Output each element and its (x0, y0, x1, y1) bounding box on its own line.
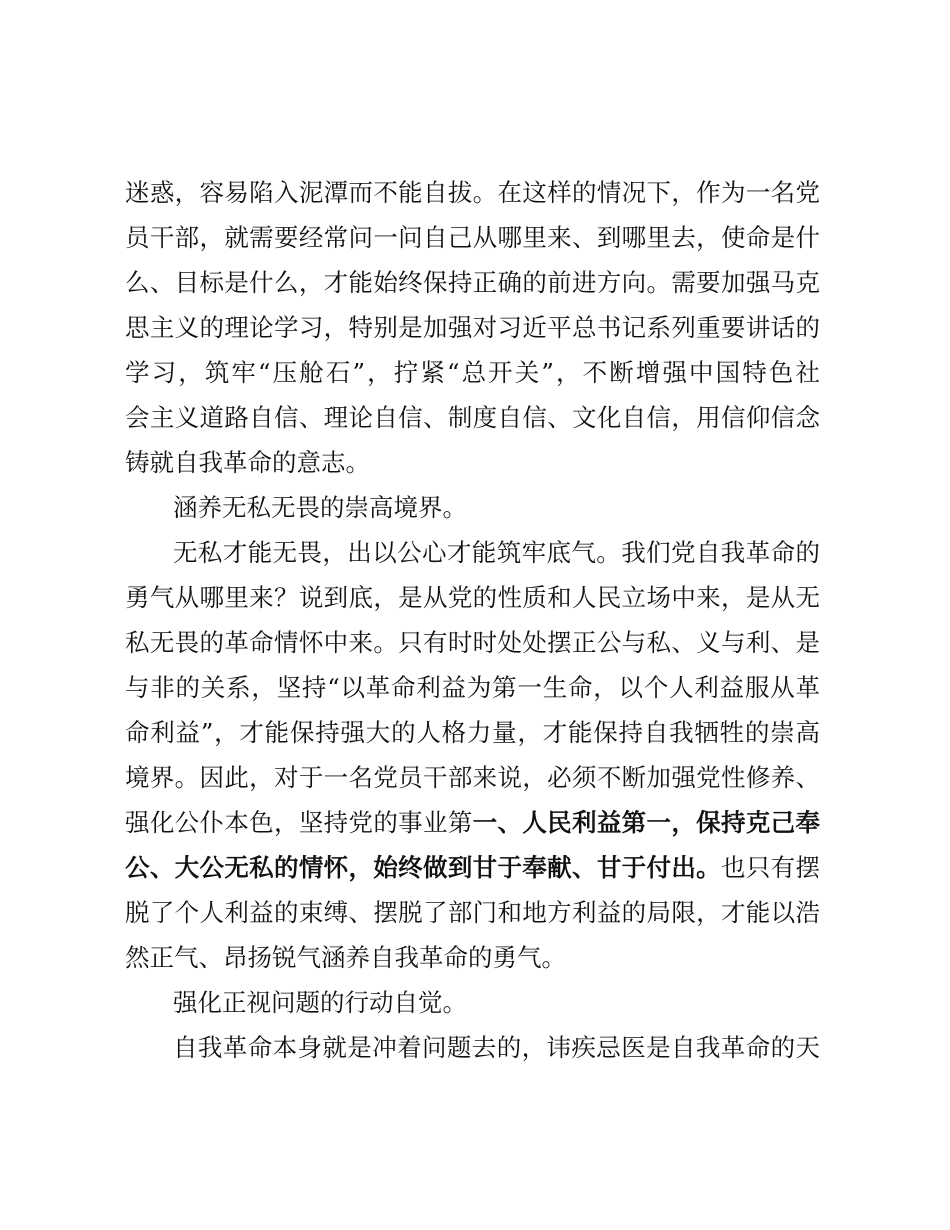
text-line: 员干部，就需要经常问一问自己从哪里来、到哪里去，使命是什 (125, 223, 820, 252)
text-line: 私无畏的革命情怀中来。只有时时处处摆正公与私、义与利、是 (125, 628, 820, 657)
paragraph-1 (125, 170, 820, 485)
section-heading: 强化正视问题的行动自觉。 (173, 988, 467, 1017)
text-line-mixed (125, 845, 820, 890)
bold-text-run: 一、人民利益第一，保持克己奉 (472, 808, 820, 837)
text-line: 然正气、昂扬锐气涵养自我革命的勇气。 (125, 943, 566, 972)
text-line: 思主义的理论学习，特别是加强对习近平总书记系列重要讲话的 (125, 313, 820, 342)
text-run: 也只有摆 (721, 853, 820, 882)
text-line: 迷惑，容易陷入泥潭而不能自拔。在这样的情况下，作为一名党 (125, 178, 820, 207)
paragraph-3 (125, 1025, 820, 1070)
text-line: 么、目标是什么，才能始终保持正确的前进方向。需要加强马克 (125, 268, 820, 297)
text-line: 学习，筑牢“压舱石”，拧紧“总开关”，不断增强中国特色社 (125, 358, 820, 387)
text-line: 自我革命本身就是冲着问题去的，讳疾忌医是自我革命的天 (173, 1033, 820, 1062)
text-line: 脱了个人利益的束缚、摆脱了部门和地方利益的局限，才能以浩 (125, 898, 820, 927)
text-run: 强化公仆本色，坚持党的事业第 (125, 808, 473, 837)
text-line: 铸就自我革命的意志。 (125, 448, 370, 477)
document-body (125, 170, 820, 1070)
text-line: 与非的关系，坚持“以革命利益为第一生命，以个人利益服从革 (125, 673, 820, 702)
text-line: 命利益”，才能保持强大的人格力量，才能保持自我牺牲的崇高 (125, 718, 820, 747)
text-line: 境界。因此，对于一名党员干部来说，必须不断加强党性修养、 (125, 763, 820, 792)
bold-text-run: 公、大公无私的情怀，始终做到甘于奉献、甘于付出。 (125, 853, 721, 882)
paragraph-2 (125, 530, 820, 980)
text-line: 无私才能无畏，出以公心才能筑牢底气。我们党自我革命的 (173, 538, 820, 567)
text-line-mixed (125, 800, 820, 845)
text-line: 会主义道路自信、理论自信、制度自信、文化自信，用信仰信念 (125, 403, 820, 432)
text-line: 勇气从哪里来？说到底，是从党的性质和人民立场中来，是从无 (125, 583, 820, 612)
section-heading: 涵养无私无畏的崇高境界。 (173, 493, 467, 522)
